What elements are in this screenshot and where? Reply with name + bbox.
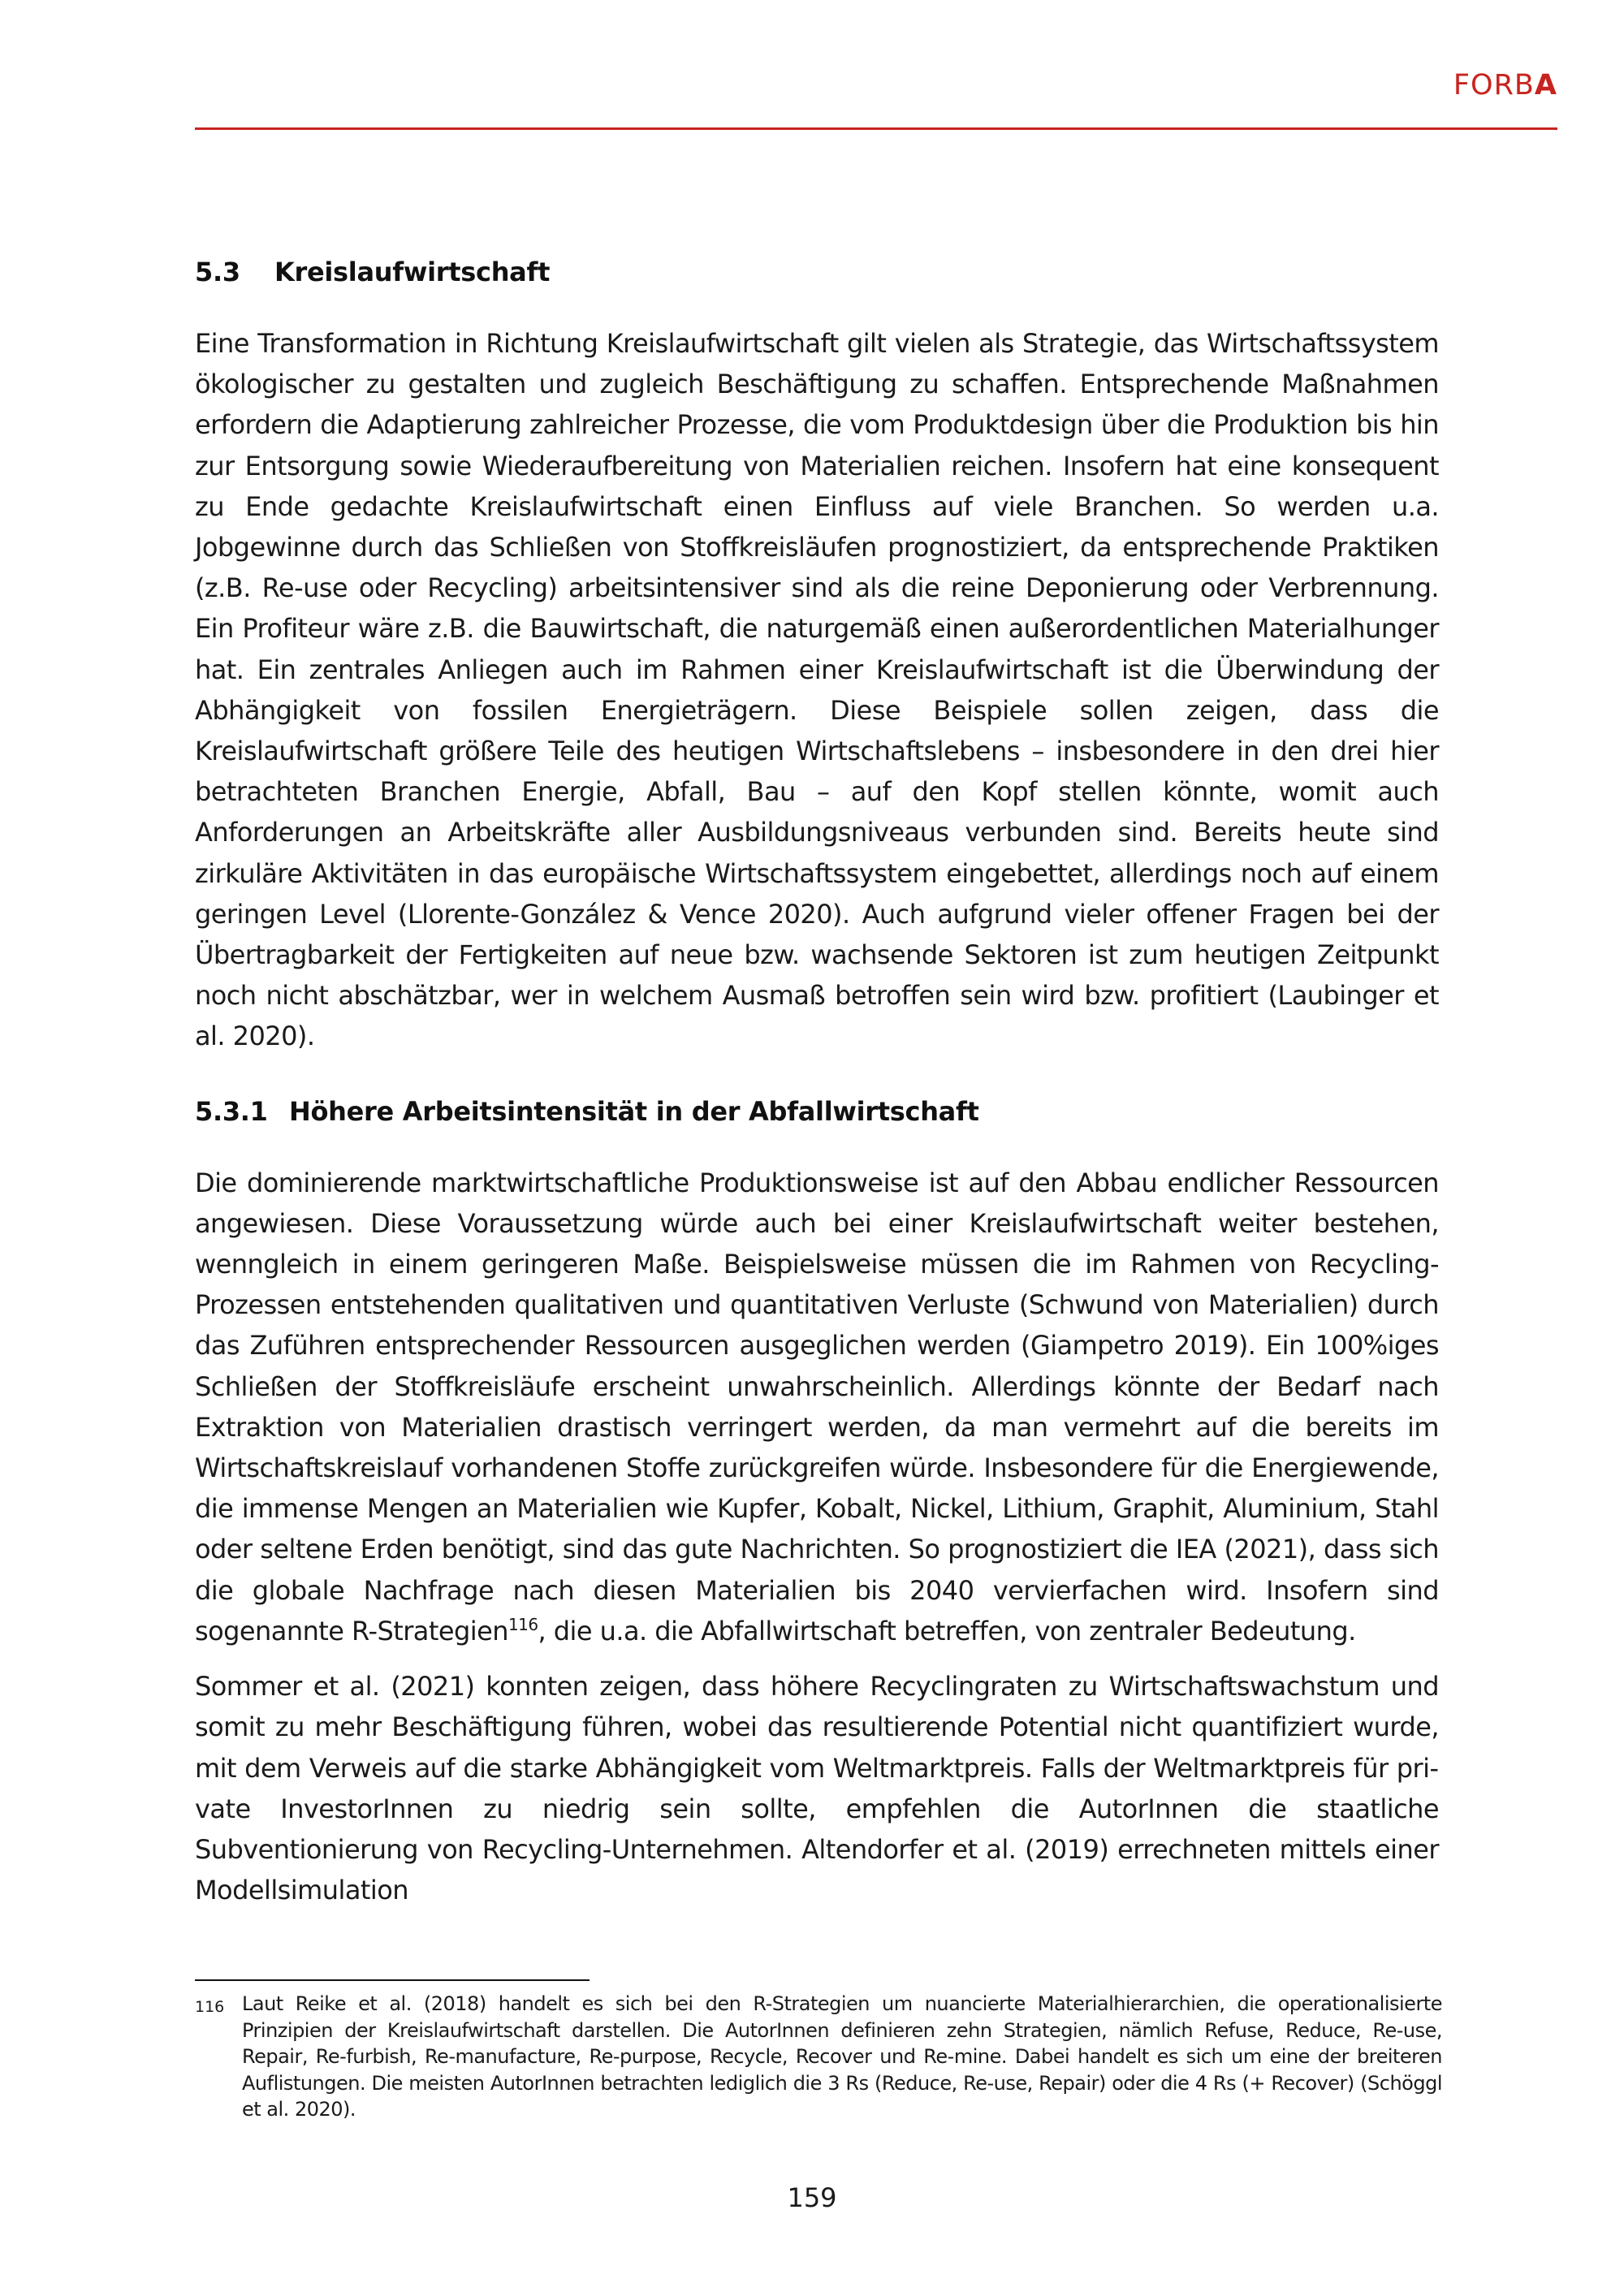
subsection-paragraph-1: [195, 1163, 1439, 1651]
footnote: [195, 1991, 1442, 2123]
paragraph-1-text-end: , die u.a. die Abfallwirtschaft betreffen, von zentraler Bedeutung.: [538, 1615, 1356, 1646]
page-number: 159: [787, 2182, 837, 2213]
subsection-heading: [195, 1096, 1439, 1127]
footnote-number: 116: [195, 1998, 225, 2016]
section-number: 5.3: [195, 257, 240, 287]
logo-regular-text: FORB: [1453, 69, 1535, 101]
subsection-paragraph-2: Sommer et al. (2021) konnten zeigen, dass höhere Recyclingraten zu Wirtschaftswachstum und somit zu mehr Beschäftigung führen, wobei das resultierende Potential nicht quantifiziert wurde, mit dem Verweis auf die starke Abhängigkeit vom Weltmarktpreis. Falls der Weltmarktpreis für private InvestorInnen zu niedrig sein sollte, empfehlen die AutorInnen die staatliche Subventionierung von Recycling-Unternehmen. Altendorfer et al. (2019) errechneten mittels einer Modellsimulation: [195, 1671, 1439, 1906]
subsection-title: Höhere Arbeitsintensität in der Abfallwirtschaft: [289, 1095, 979, 1127]
footnote-text: Laut Reike et al. (2018) handelt es sich bei den R-Strategien um nuancierte Materialhierarchien, die operationalisierte Prinzipien der Kreislaufwirtschaft darstellen. Die AutorInnen definieren zehn Strategien, nämlich Refuse, Reduce, Re-use, Repair, Re-furbish, Re-manufacture, Re-purpose, Recycle, Recover und Re-mine. Dabei handelt es sich um eine der breiteren Auflistungen. Die meisten AutorInnen betrachten lediglich die 3 Rs (Reduce, Re-use, Repair) oder die 4 Rs (+ Recover) (Schöggl et al. 2020).: [242, 1992, 1442, 2121]
section-paragraph: Eine Transformation in Richtung Kreislaufwirtschaft gilt vielen als Strategie, das Wirtschaftssystem ökologischer zu gestalten und zugleich Beschäftigung zu schaffen. Entsprechende Maßnahmen erfordern die Adaptierung zahlreicher Prozesse, die vom Produktdesign über die Produktion bis hin zur Entsorgung sowie Wiederaufbereitung von Materialien reichen. Insofern hat eine konsequent zu Ende gedachte Kreislaufwirtschaft einen Einfluss auf viele Branchen. So werden u.a. Jobgewinne durch das Schließen von Stoffkreisläufen prognostiziert, da entsprechende Praktiken (z.B. Re-use oder Recycling) arbeitsintensiver sind als die reine Deponierung oder Verbrennung. Ein Profiteur wäre z.B. die Bauwirtschaft, die naturgemäß einen außerordentlichen Materialhunger hat. Ein zentrales Anliegen auch im Rahmen einer Kreislaufwirtschaft ist die Überwindung der Abhängigkeit von fossilen Energieträgern. Diese Beispiele sollen zeigen, dass die Kreislaufwirtschaft größere Teile des heutigen Wirtschaftslebens – insbesondere in den drei hier betrachteten Branchen Energie, Abfall, Bau – auf den Kopf stellen könnte, womit auch Anforderungen an Arbeitskräfte aller Ausbildungsniveaus verbunden sind. Bereits heute sind zirkuläre Aktivitäten in das europäische Wirtschaftssystem eingebettet, allerdings noch auf einem geringen Level (Llorente-González & Vence 2020). Auch aufgrund vieler offener Fragen bei der Übertragbarkeit der Fertigkeiten auf neue bzw. wachsende Sektoren ist zum heutigen Zeitpunkt noch nicht abschätzbar, wer in welchem Ausmaß betroffen sein wird bzw. profitiert (Laubinger et al. 2020).: [195, 328, 1439, 1052]
section-heading: [195, 257, 1439, 287]
page-content: [195, 257, 1439, 1910]
forba-logo: [1453, 69, 1557, 101]
header-divider: [195, 127, 1557, 130]
subsection-number: 5.3.1: [195, 1095, 268, 1127]
footnote-divider: [195, 1979, 590, 1981]
section-title: Kreislaufwirtschaft: [274, 257, 551, 287]
paragraph-1-text: Die dominierende marktwirtschaftliche Produktionsweise ist auf den Abbau endlicher Ressourcen angewiesen. Diese Voraussetzung würde auch bei einer Kreislaufwirtschaft weiter bestehen, wenngleich in einem geringeren Maße. Beispielsweise müssen die im Rahmen von Recycling-Prozessen entstehenden qualitativen und quantitativen Verluste (Schwund von Materialien) durch das Zuführen entsprechender Ressourcen ausgeglichen werden (Giampetro 2019). Ein 100%iges Schließen der Stoffkreisläufe erscheint unwahrscheinlich. Allerdings könnte der Bedarf nach Extraktion von Materialien drastisch verringert werden, da man vermehrt auf die bereits im Wirtschaftskreislauf vorhandenen Stoffe zurückgreifen würde. Insbesondere für die Energiewende, die immense Mengen an Materialien wie Kupfer, Kobalt, Nickel, Lithium, Graphit, Aluminium, Stahl oder seltene Erden benötigt, sind das gute Nachrichten. So prognostiziert die IEA (2021), dass sich die globale Nachfrage nach diesen Materialien bis 2040 vervierfachen wird. Insofern sind sogenannte R-Strategien: [195, 1167, 1439, 1646]
logo-bold-text: A: [1534, 69, 1557, 101]
footnote-reference[interactable]: 116: [508, 1614, 538, 1634]
